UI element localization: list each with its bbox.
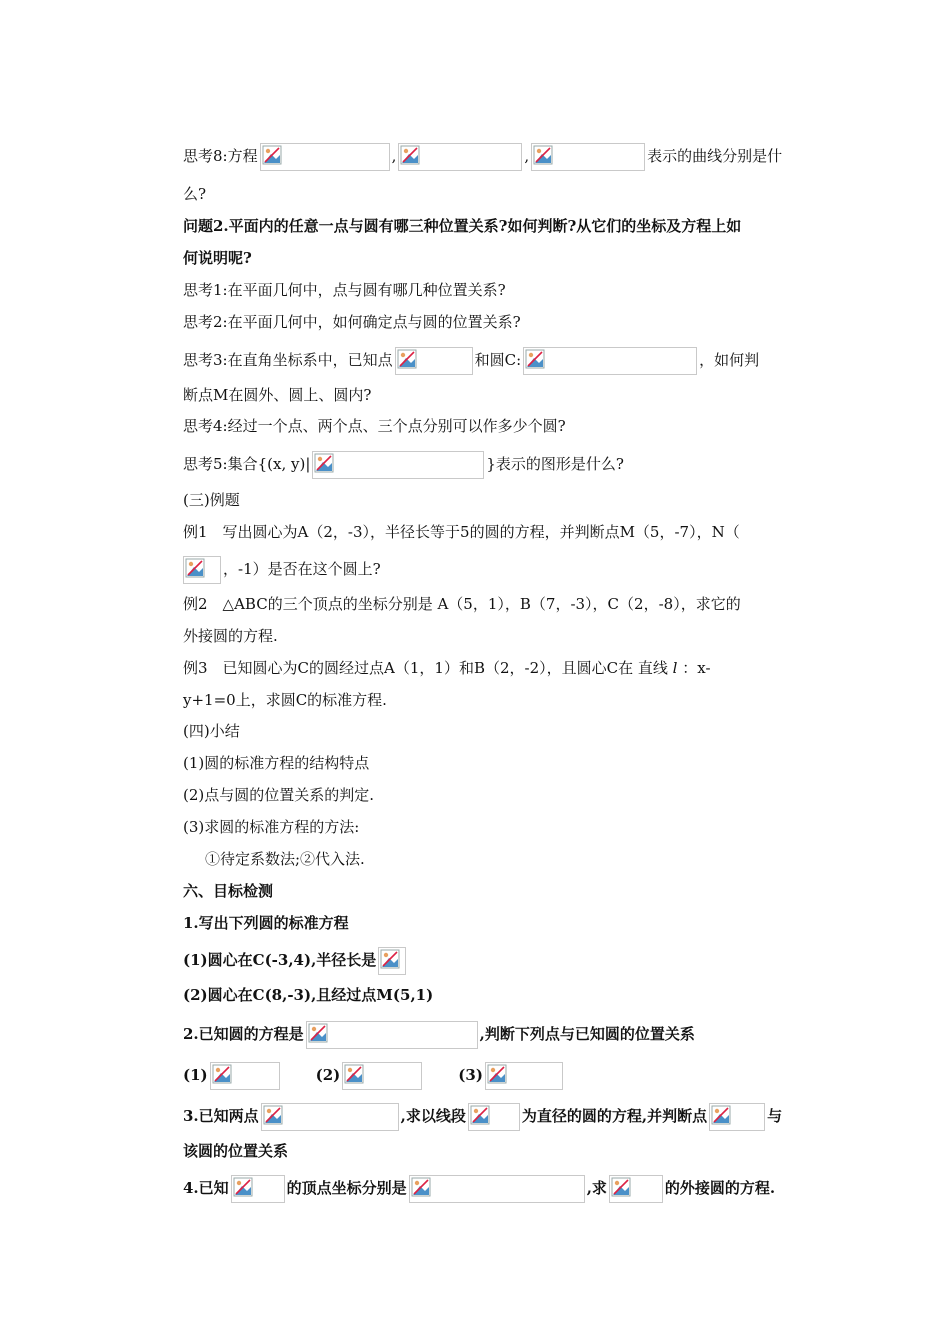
- broken-image-icon: [611, 1177, 631, 1197]
- formula-image: [342, 1062, 422, 1090]
- text: 为直径的圆的方程,并判断点: [521, 1107, 708, 1125]
- formula-image: [398, 143, 522, 171]
- example1-line: 例1 写出圆心为A（2，-3），半径长等于5的圆的方程，并判断点M（5，-7），N（: [183, 523, 740, 541]
- broken-image-icon: [487, 1064, 507, 1084]
- exercise-line: [183, 1062, 565, 1084]
- think5-line: [183, 451, 624, 473]
- summary-item: (3)求圆的标准方程的方法:: [183, 818, 360, 836]
- formula-image: [523, 347, 697, 375]
- formula-image: [378, 947, 406, 975]
- text: ，-1）是否在这个圆上?: [223, 560, 381, 578]
- formula-image: [709, 1103, 765, 1131]
- text: 与: [767, 1107, 783, 1125]
- line-symbol: l: [672, 659, 678, 677]
- text: 思考5:集合{(x, y)|: [183, 455, 311, 473]
- think3-line: [183, 347, 759, 369]
- text-line: 断点M在圆外、圆上、圆内?: [183, 386, 372, 404]
- think4-line: 思考4:经过一个点、两个点、三个点分别可以作多少个圆?: [183, 417, 566, 435]
- formula-image: [183, 556, 221, 584]
- summary-item: (1)圆的标准方程的结构特点: [183, 754, 370, 772]
- broken-image-icon: [380, 949, 400, 969]
- exercise-line: [183, 1021, 695, 1043]
- formula-image: [312, 451, 484, 479]
- formula-image: [260, 143, 390, 171]
- broken-image-icon: [314, 453, 334, 473]
- text: (2): [315, 1066, 341, 1084]
- formula-image: [531, 143, 645, 171]
- broken-image-icon: [397, 349, 417, 369]
- broken-image-icon: [263, 1105, 283, 1125]
- section-heading: (三)例题: [183, 491, 240, 509]
- text-line: 该圆的位置关系: [183, 1142, 289, 1160]
- text: 的顶点坐标分别是: [286, 1179, 407, 1197]
- broken-image-icon: [262, 145, 282, 165]
- exercise-line: 1.写出下列圆的标准方程: [183, 914, 349, 932]
- text: (3): [458, 1066, 483, 1084]
- text: ,求: [586, 1179, 607, 1197]
- text: (1)圆心在C(-3,4),半径长是: [183, 951, 377, 969]
- broken-image-icon: [400, 145, 420, 165]
- formula-image: [468, 1103, 520, 1131]
- formula-image: [306, 1021, 478, 1049]
- formula-image: [609, 1175, 663, 1203]
- summary-item: (2)点与圆的位置关系的判定.: [183, 786, 375, 804]
- formula-image: [395, 347, 473, 375]
- exercise-line: [183, 1175, 775, 1197]
- text: ,判断下列点与已知圆的位置关系: [479, 1025, 695, 1043]
- text: 4.已知: [183, 1179, 229, 1197]
- think2-line: 思考2:在平面几何中，如何确定点与圆的位置关系?: [183, 313, 521, 331]
- text: }表示的图形是什么?: [486, 455, 624, 473]
- broken-image-icon: [470, 1105, 490, 1125]
- text-line: y+1=0上，求圆C的标准方程.: [183, 691, 387, 709]
- broken-image-icon: [185, 558, 205, 578]
- text-line: 何说明呢?: [183, 249, 252, 267]
- text-line: [183, 556, 381, 578]
- example3-line: [183, 658, 711, 680]
- formula-image: [231, 1175, 285, 1203]
- text: ,: [524, 147, 530, 165]
- text: 3.已知两点: [183, 1107, 259, 1125]
- section-heading: (四)小结: [183, 722, 240, 740]
- text: ,求以线段: [400, 1107, 466, 1125]
- broken-image-icon: [233, 1177, 253, 1197]
- exercise-line: [183, 947, 408, 969]
- broken-image-icon: [533, 145, 553, 165]
- summary-item: ①待定系数法;②代入法.: [205, 850, 365, 868]
- broken-image-icon: [308, 1023, 328, 1043]
- formula-image: [210, 1062, 280, 1090]
- exercise-line: [183, 1103, 782, 1125]
- text: ,: [391, 147, 397, 165]
- question2-line: 问题2.平面内的任意一点与圆有哪三种位置关系?如何判断?从它们的坐标及方程上如: [183, 217, 742, 235]
- text: 思考8:方程: [183, 147, 258, 165]
- text: 思考3:在直角坐标系中，已知点: [183, 351, 393, 369]
- formula-image: [485, 1062, 563, 1090]
- text: 的外接圆的方程.: [664, 1179, 776, 1197]
- text: 例3 已知圆心为C的圆经过点A（1，1）和B（2，-2），且圆心C在 直线: [183, 659, 668, 677]
- text: 表示的曲线分别是什: [647, 147, 783, 165]
- broken-image-icon: [344, 1064, 364, 1084]
- think8-line: [183, 143, 782, 165]
- broken-image-icon: [525, 349, 545, 369]
- exercise-line: (2)圆心在C(8,-3),且经过点M(5,1): [183, 986, 434, 1004]
- text-line: 么?: [183, 185, 207, 203]
- broken-image-icon: [411, 1177, 431, 1197]
- text: 2.已知圆的方程是: [183, 1025, 304, 1043]
- formula-image: [261, 1103, 399, 1131]
- formula-image: [409, 1175, 585, 1203]
- section-heading: 六、目标检测: [183, 882, 274, 900]
- broken-image-icon: [711, 1105, 731, 1125]
- text: ：x-: [682, 659, 711, 677]
- text-line: 外接圆的方程.: [183, 627, 278, 645]
- text: 和圆C:: [474, 351, 522, 369]
- example2-line: 例2 △ABC的三个顶点的坐标分别是 A（5，1），B（7，-3），C（2，-8），求它的: [183, 595, 741, 613]
- broken-image-icon: [212, 1064, 232, 1084]
- text: ，如何判: [699, 351, 760, 369]
- text: (1): [183, 1066, 208, 1084]
- think1-line: 思考1:在平面几何中，点与圆有哪几种位置关系?: [183, 281, 506, 299]
